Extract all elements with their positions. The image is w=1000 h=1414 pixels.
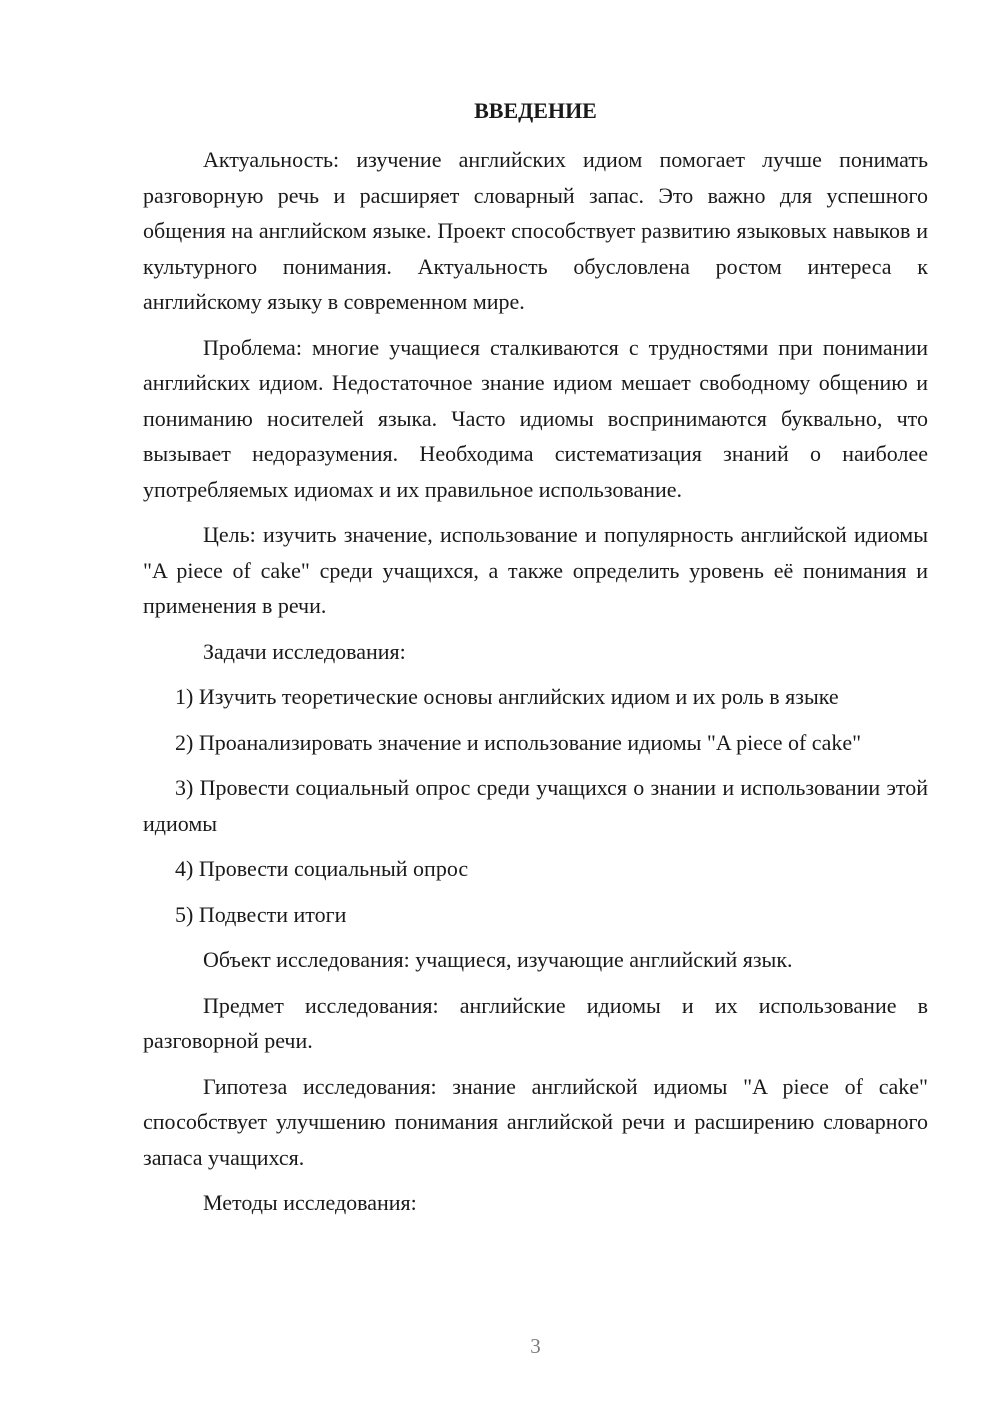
list-item: 3) Провести социальный опрос среди учащихся о знании и использовании этой идиомы [143,775,928,836]
document-body [143,142,928,1231]
tasks-list [143,679,928,932]
list-item: 1) Изучить теоретические основы английских идиом и их роль в языке [175,684,839,709]
goal-paragraph: Цель: изучить значение, использование и популярность английской идиомы "A piece of cake" среди учащихся, а также определить уровень её понимания и применения в речи. [143,522,928,618]
list-item: 4) Провести социальный опрос [175,856,469,881]
document-page [143,0,928,1414]
tasks-heading: Задачи исследования: [203,638,406,664]
hypothesis-paragraph: Гипотеза исследования: знание английской идиомы "A piece of cake" способствует улучшению понимания английской речи и расширению словарного запаса учащихся. [143,1073,928,1170]
problem-paragraph: Проблема: многие учащиеся сталкиваются с трудностями при понимании английских идиом. Недостаточное знание идиом мешает свободному общению и пониманию носителей языка. Часто идиомы воспринимаются буквально, что вызывает недоразумения. Необходима систематизация знаний о наиболее употребляемых идиомах и их правильное использование. [143,334,928,502]
page-number: 3 [530,1334,541,1358]
object-paragraph: Объект исследования: учащиеся, изучающие английский язык. [203,947,793,972]
list-item: 2) Проанализировать значение и использование идиомы "A piece of cake" [175,729,862,755]
subject-paragraph: Предмет исследования: английские идиомы и их использование в разговорной речи. [143,992,928,1053]
relevance-paragraph: Актуальность: изучение английских идиом помогает лучше понимать разговорную речь и расширяет словарный запас. Это важно для успешного общения на английском языке. Проект способствует развитию языковых навыков и культурного понимания. Актуальность обусловлена ростом интереса к английскому языку в современном мире. [143,147,928,314]
list-item: 5) Подвести итоги [175,901,347,927]
section-heading: ВВЕДЕНИЕ [474,98,597,123]
methods-heading: Методы исследования: [203,1190,417,1215]
